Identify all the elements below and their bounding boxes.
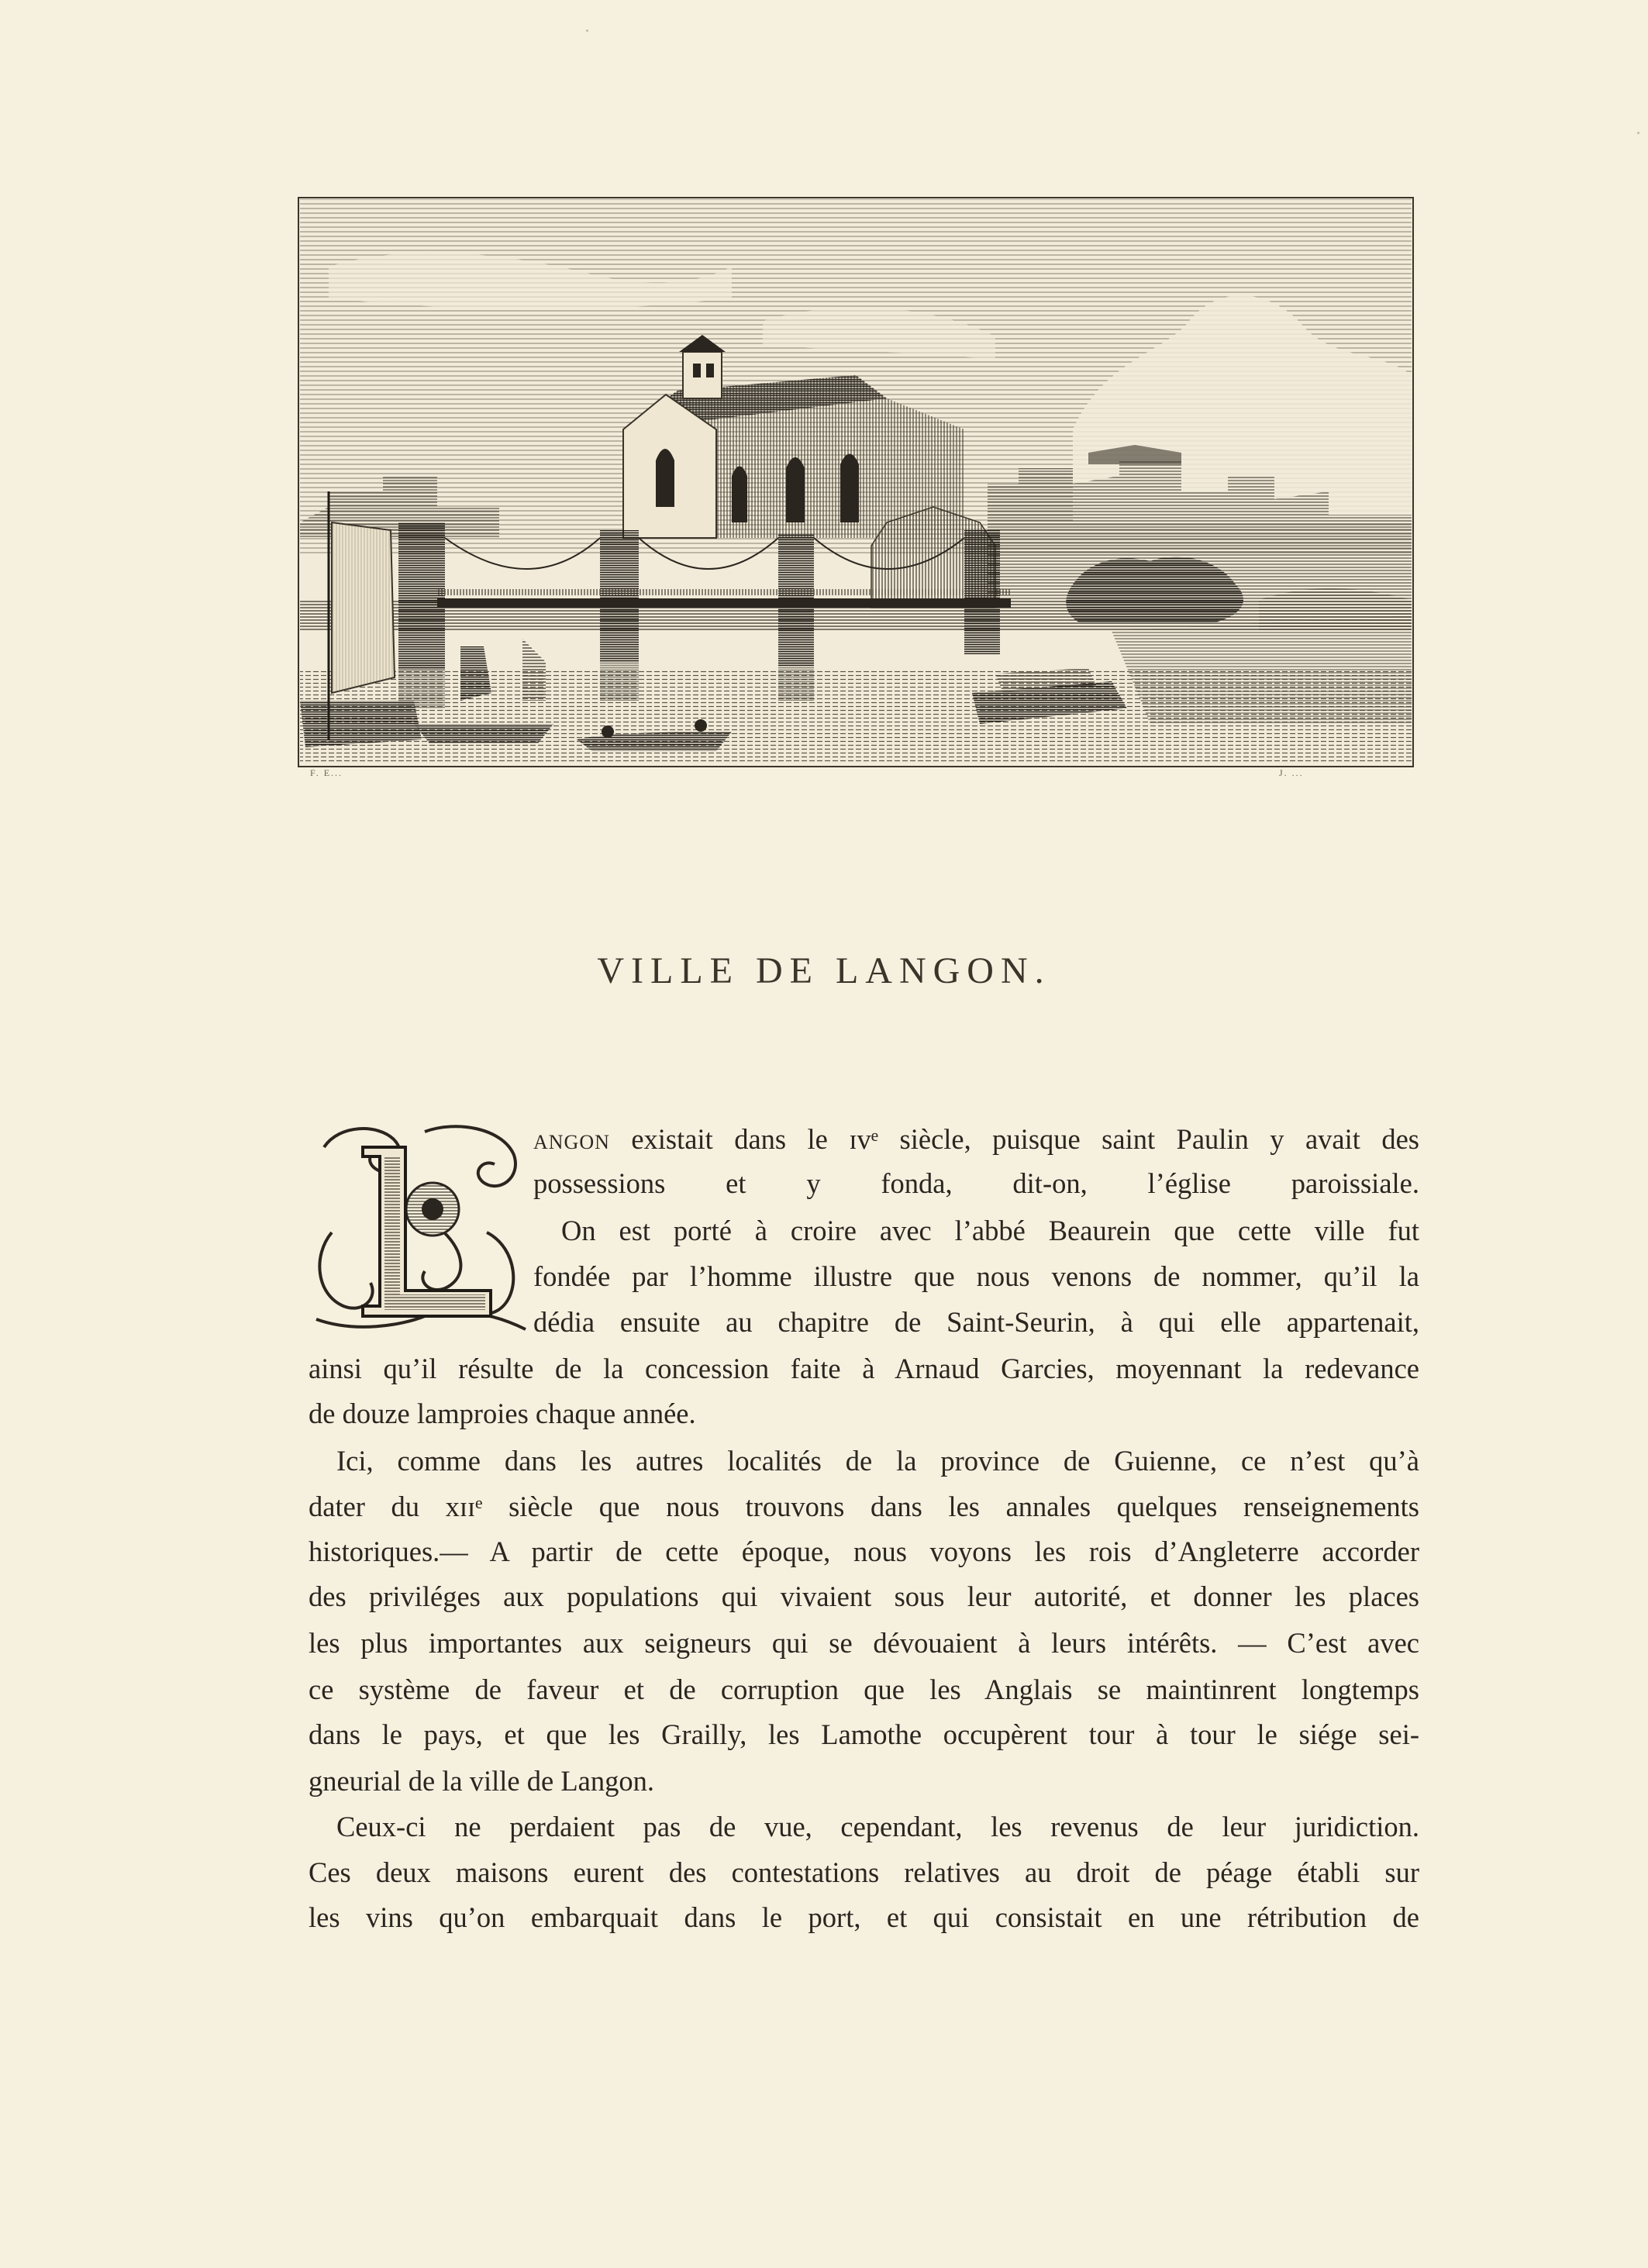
engraving-illustration — [298, 197, 1414, 767]
paper-speck — [586, 29, 588, 32]
body-line: ainsi qu’il résulte de la concession faite à Arnaud Garcies, moyennant la redevance — [309, 1353, 1419, 1384]
dropcap-continuation: angon — [533, 1123, 610, 1155]
body-line: On est porté à croire avec l’abbé Beaurein que cette ville fut — [561, 1215, 1419, 1246]
body-line: possessions et y fonda, dit-on, l’église paroissiale. — [533, 1167, 1419, 1199]
engraver-credit-right: J. ... — [1279, 767, 1304, 778]
engraver-credit-left: F. E... — [310, 767, 343, 778]
body-line: fondée par l’homme illustre que nous venons de nommer, qu’il la — [533, 1260, 1419, 1292]
body-line — [533, 1116, 1419, 1163]
body-line: les plus importantes aux seigneurs qui se dévouaient à leurs intérêts. — C’est avec — [309, 1627, 1419, 1659]
body-line: dater du xɪɪᵉ siècle que nous trouvons dans les annales quelques renseignements — [309, 1491, 1419, 1522]
body-line: Ici, comme dans les autres localités de la province de Guienne, ce n’est qu’à — [336, 1445, 1419, 1477]
body-line: de douze lamproies chaque année. — [309, 1398, 696, 1429]
paper-speck — [1637, 132, 1639, 134]
body-line: des priviléges aux populations qui vivaient sous leur autorité, et donner les places — [309, 1580, 1419, 1612]
body-line: historiques.— A partir de cette époque, nous voyons les rois d’Angleterre accorder — [309, 1536, 1419, 1567]
body-line: Ces deux maisons eurent des contestations relatives au droit de péage établi sur — [309, 1856, 1419, 1888]
body-line: ce système de faveur et de corruption que les Anglais se maintinrent longtemps — [309, 1673, 1419, 1705]
chapter-title: VILLE DE LANGON. — [597, 950, 1051, 991]
body-line: dans le pays, et que les Grailly, les Lamothe occupèrent tour à tour le siége sei- — [309, 1718, 1419, 1750]
body-line: gneurial de la ville de Langon. — [309, 1765, 654, 1797]
ornamental-dropcap — [309, 1116, 529, 1337]
body-line: les vins qu’on embarquait dans le port, et qui consistait en une rétribution de — [309, 1901, 1419, 1933]
body-line: Ceux-ci ne perdaient pas de vue, cependant, les revenus de leur juridiction. — [336, 1811, 1419, 1842]
body-line-text: existait dans le ɪᴠᵉ siècle, puisque saint Paulin y avait des — [609, 1123, 1419, 1155]
body-line: dédia ensuite au chapitre de Saint-Seurin, à qui elle appartenait, — [533, 1306, 1419, 1338]
